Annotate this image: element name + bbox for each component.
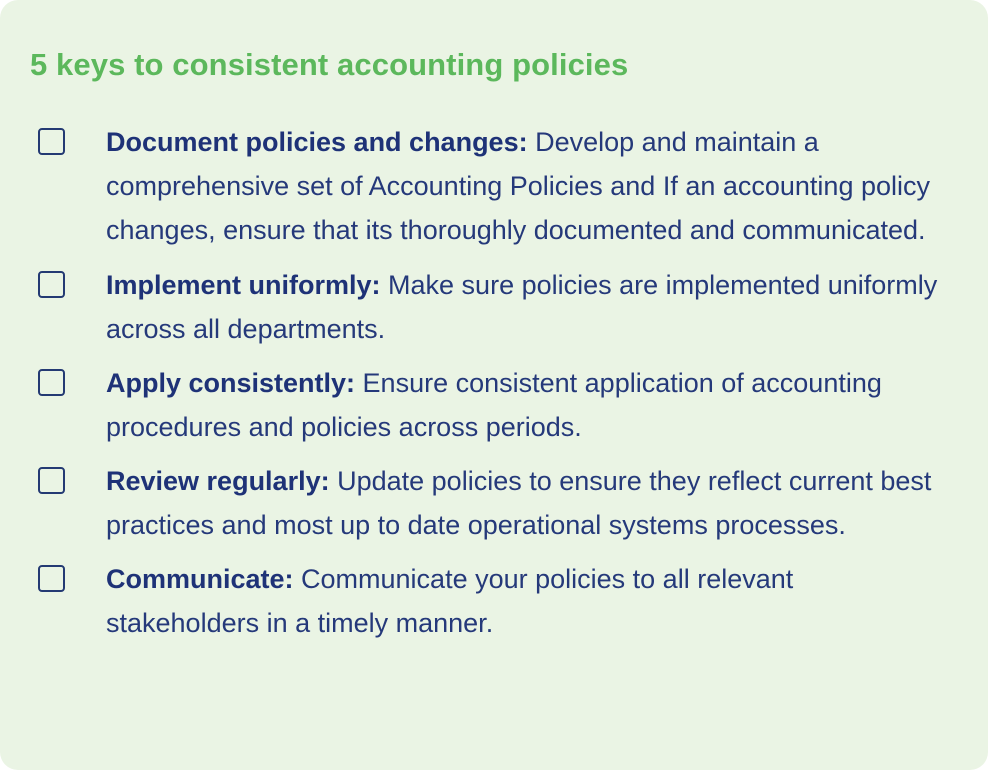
item-heading: Review regularly:: [106, 466, 330, 496]
item-body: Make sure policies are implemented uniformly across all departments.: [106, 270, 938, 344]
item-heading: Communicate:: [106, 564, 294, 594]
checklist-item-document: [38, 120, 958, 252]
item-heading: Implement uniformly:: [106, 270, 381, 300]
checklist-item-text: [106, 120, 938, 252]
checklist-item-text: [106, 263, 938, 351]
item-body: Ensure consistent application of accounting procedures and policies across periods.: [106, 368, 882, 442]
checklist-item-text: [106, 459, 938, 547]
checklist-item-implement: [38, 263, 958, 351]
checklist-item-text: [106, 557, 938, 645]
checkbox[interactable]: [38, 467, 65, 494]
page-title: 5 keys to consistent accounting policies: [30, 47, 629, 82]
checklist: [38, 120, 958, 655]
checkbox[interactable]: [38, 271, 65, 298]
item-body: Develop and maintain a comprehensive set of Accounting Policies and If an accounting policy changes, ensure that its thoroughly documented and communicated.: [106, 127, 930, 245]
checklist-item-apply: [38, 361, 958, 449]
checkbox[interactable]: [38, 369, 65, 396]
item-body: Communicate your policies to all relevant stakeholders in a timely manner.: [106, 564, 794, 638]
checklist-item-review: [38, 459, 958, 547]
item-heading: Document policies and changes:: [106, 127, 528, 157]
checkbox[interactable]: [38, 128, 65, 155]
checklist-item-communicate: [38, 557, 958, 645]
checklist-item-text: [106, 361, 938, 449]
item-body: Update policies to ensure they reflect current best practices and most up to date operational systems processes.: [106, 466, 932, 540]
item-heading: Apply consistently:: [106, 368, 356, 398]
checkbox[interactable]: [38, 565, 65, 592]
